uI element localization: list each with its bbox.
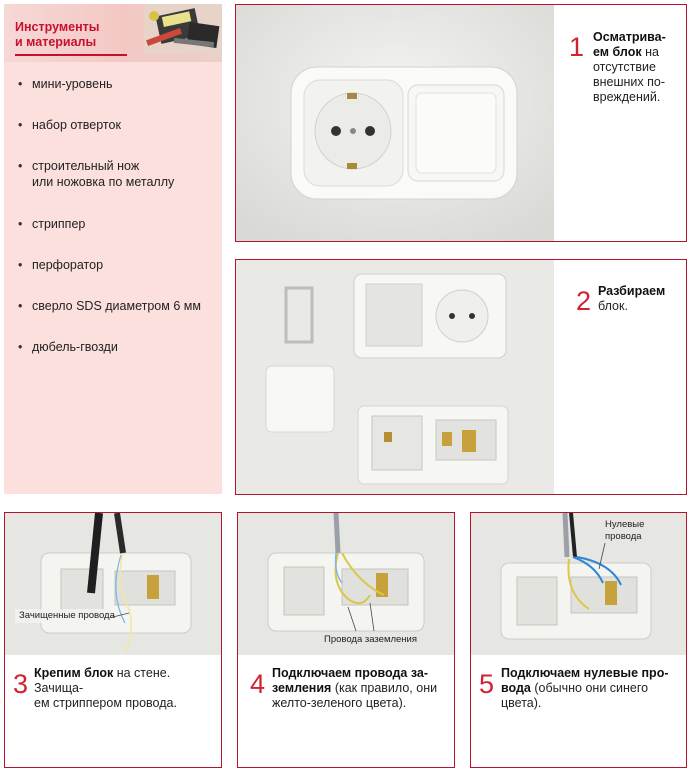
step-1-photo — [236, 5, 554, 241]
step-3-panel — [4, 512, 222, 768]
step-5-panel — [470, 512, 687, 768]
sidebar-title-line2: и материалы — [15, 35, 97, 49]
tools-materials-sidebar — [4, 4, 222, 494]
step-1-text: Осматрива- ем блок на отсутствие внешних по- вреждений. — [593, 30, 666, 104]
step-number: 4 — [250, 669, 266, 699]
step-number: 5 — [479, 669, 495, 699]
step-2-panel — [235, 259, 687, 495]
step-number: 1 — [569, 32, 585, 62]
step-number: 3 — [13, 669, 29, 699]
step-5-text: Подключаем нулевые про- вода (обычно они синего цвета). — [501, 666, 669, 710]
step-1-panel — [235, 4, 687, 242]
toolbox-image — [144, 4, 222, 54]
list-item: • набор отверток — [18, 117, 218, 158]
step-5-caption: Нулевые провода — [605, 519, 645, 542]
list-item: • строительный нож или ножовка по металлу — [18, 158, 218, 216]
step-3-text: Крепим блок на стене. Зачища- ем стриппером провода. — [34, 666, 177, 710]
list-item: • перфоратор — [18, 257, 218, 298]
sidebar-title — [15, 20, 135, 50]
step-3-photo — [5, 513, 221, 655]
step-4-text: Подключаем провода за- земления (как правило, они желто-зеленого цвета). — [272, 666, 438, 710]
list-item: • сверло SDS диаметром 6 мм — [18, 298, 218, 339]
sidebar-title-line1: Инструменты — [15, 20, 100, 34]
step-2-text: Разбираем блок. — [598, 284, 666, 313]
step-number: 2 — [576, 286, 592, 316]
list-item: • мини-уровень — [18, 76, 218, 117]
step-3-caption: Зачищенные провода — [19, 610, 115, 621]
list-item: • стриппер — [18, 216, 218, 257]
step-4-caption: Провода заземления — [324, 634, 417, 645]
list-item: • дюбель-гвозди — [18, 339, 218, 380]
step-5-photo — [471, 513, 686, 655]
step-4-panel — [237, 512, 455, 768]
title-underline — [15, 54, 127, 56]
tool-list — [18, 76, 218, 380]
step-2-photo — [236, 260, 554, 494]
